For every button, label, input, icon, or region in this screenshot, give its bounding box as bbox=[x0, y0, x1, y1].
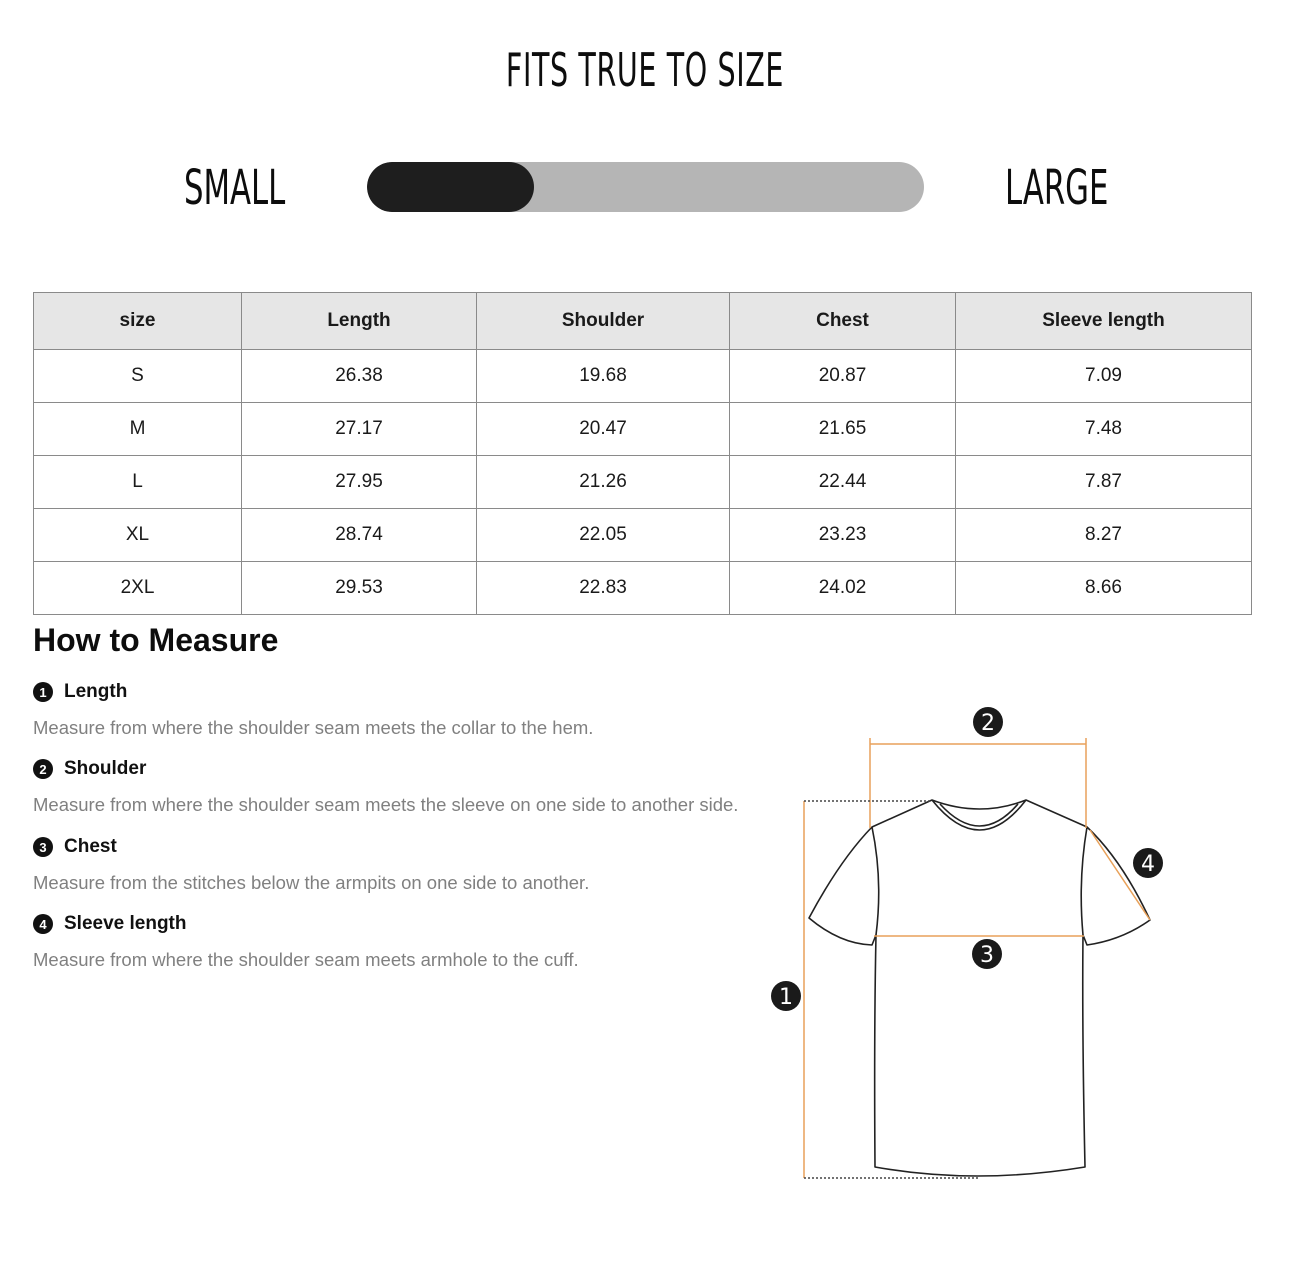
fit-scale-small-label: SMALL bbox=[184, 160, 286, 216]
marker-4 bbox=[1133, 848, 1163, 878]
table-cell: 28.74 bbox=[242, 509, 477, 562]
size-table-header-row bbox=[34, 293, 1252, 350]
measure-step-shoulder bbox=[33, 756, 738, 816]
header-size: size bbox=[34, 293, 242, 350]
step-label: Chest bbox=[64, 836, 117, 857]
table-cell: 7.87 bbox=[956, 456, 1252, 509]
table-cell: 7.09 bbox=[956, 350, 1252, 403]
svg-text:4: 4 bbox=[1141, 852, 1155, 877]
table-cell: XL bbox=[34, 509, 242, 562]
table-cell: 22.83 bbox=[477, 562, 730, 615]
table-cell: M bbox=[34, 403, 242, 456]
table-cell: 20.87 bbox=[730, 350, 956, 403]
svg-text:1: 1 bbox=[779, 985, 793, 1010]
table-cell: 2XL bbox=[34, 562, 242, 615]
header-length: Length bbox=[242, 293, 477, 350]
table-cell: 8.27 bbox=[956, 509, 1252, 562]
marker-3 bbox=[972, 939, 1002, 969]
fit-scale-track bbox=[367, 162, 924, 212]
step-description: Measure from where the shoulder seam meets the sleeve on one side to another side. bbox=[33, 794, 739, 815]
measure-step-sleeve-length bbox=[33, 911, 579, 971]
fit-scale-fill bbox=[367, 162, 534, 212]
tshirt-outline-icon bbox=[809, 800, 1150, 1176]
table-cell: 19.68 bbox=[477, 350, 730, 403]
table-cell: 27.17 bbox=[242, 403, 477, 456]
table-cell: 22.05 bbox=[477, 509, 730, 562]
how-to-measure-title: How to Measure bbox=[33, 622, 279, 658]
step-label: Shoulder bbox=[64, 758, 147, 779]
table-cell: 21.26 bbox=[477, 456, 730, 509]
table-cell: 23.23 bbox=[730, 509, 956, 562]
number-2-icon: 2 bbox=[33, 759, 53, 779]
table-row bbox=[34, 456, 1252, 509]
marker-1 bbox=[771, 981, 801, 1011]
header-sleeve-length: Sleeve length bbox=[956, 293, 1252, 350]
table-row bbox=[34, 403, 1252, 456]
header-chest: Chest bbox=[730, 293, 956, 350]
marker-2 bbox=[973, 707, 1003, 737]
fit-title: FITS TRUE TO SIZE bbox=[505, 43, 785, 97]
tshirt-measurement-diagram bbox=[760, 700, 1180, 1200]
table-cell: 8.66 bbox=[956, 562, 1252, 615]
header-shoulder: Shoulder bbox=[477, 293, 730, 350]
table-cell: 22.44 bbox=[730, 456, 956, 509]
step-description: Measure from where the shoulder seam meets the collar to the hem. bbox=[33, 717, 594, 738]
number-4-icon: 4 bbox=[33, 914, 53, 934]
measure-step-length bbox=[33, 679, 593, 739]
table-cell: 21.65 bbox=[730, 403, 956, 456]
step-description: Measure from the stitches below the armpits on one side to another. bbox=[33, 872, 590, 893]
table-row bbox=[34, 562, 1252, 615]
table-row bbox=[34, 509, 1252, 562]
number-3-icon: 3 bbox=[33, 837, 53, 857]
step-label: Length bbox=[64, 681, 128, 702]
number-1-icon: 1 bbox=[33, 682, 53, 702]
table-cell: 7.48 bbox=[956, 403, 1252, 456]
svg-text:3: 3 bbox=[980, 943, 994, 968]
table-cell: 26.38 bbox=[242, 350, 477, 403]
table-cell: 29.53 bbox=[242, 562, 477, 615]
step-description: Measure from where the shoulder seam meets armhole to the cuff. bbox=[33, 949, 579, 970]
step-label: Sleeve length bbox=[64, 913, 187, 934]
size-table bbox=[33, 292, 1252, 615]
svg-text:2: 2 bbox=[981, 711, 995, 736]
table-cell: 20.47 bbox=[477, 403, 730, 456]
table-cell: S bbox=[34, 350, 242, 403]
measure-step-chest bbox=[33, 834, 589, 894]
table-row bbox=[34, 350, 1252, 403]
table-cell: 24.02 bbox=[730, 562, 956, 615]
fit-scale-large-label: LARGE bbox=[1005, 160, 1109, 216]
table-cell: 27.95 bbox=[242, 456, 477, 509]
table-cell: L bbox=[34, 456, 242, 509]
